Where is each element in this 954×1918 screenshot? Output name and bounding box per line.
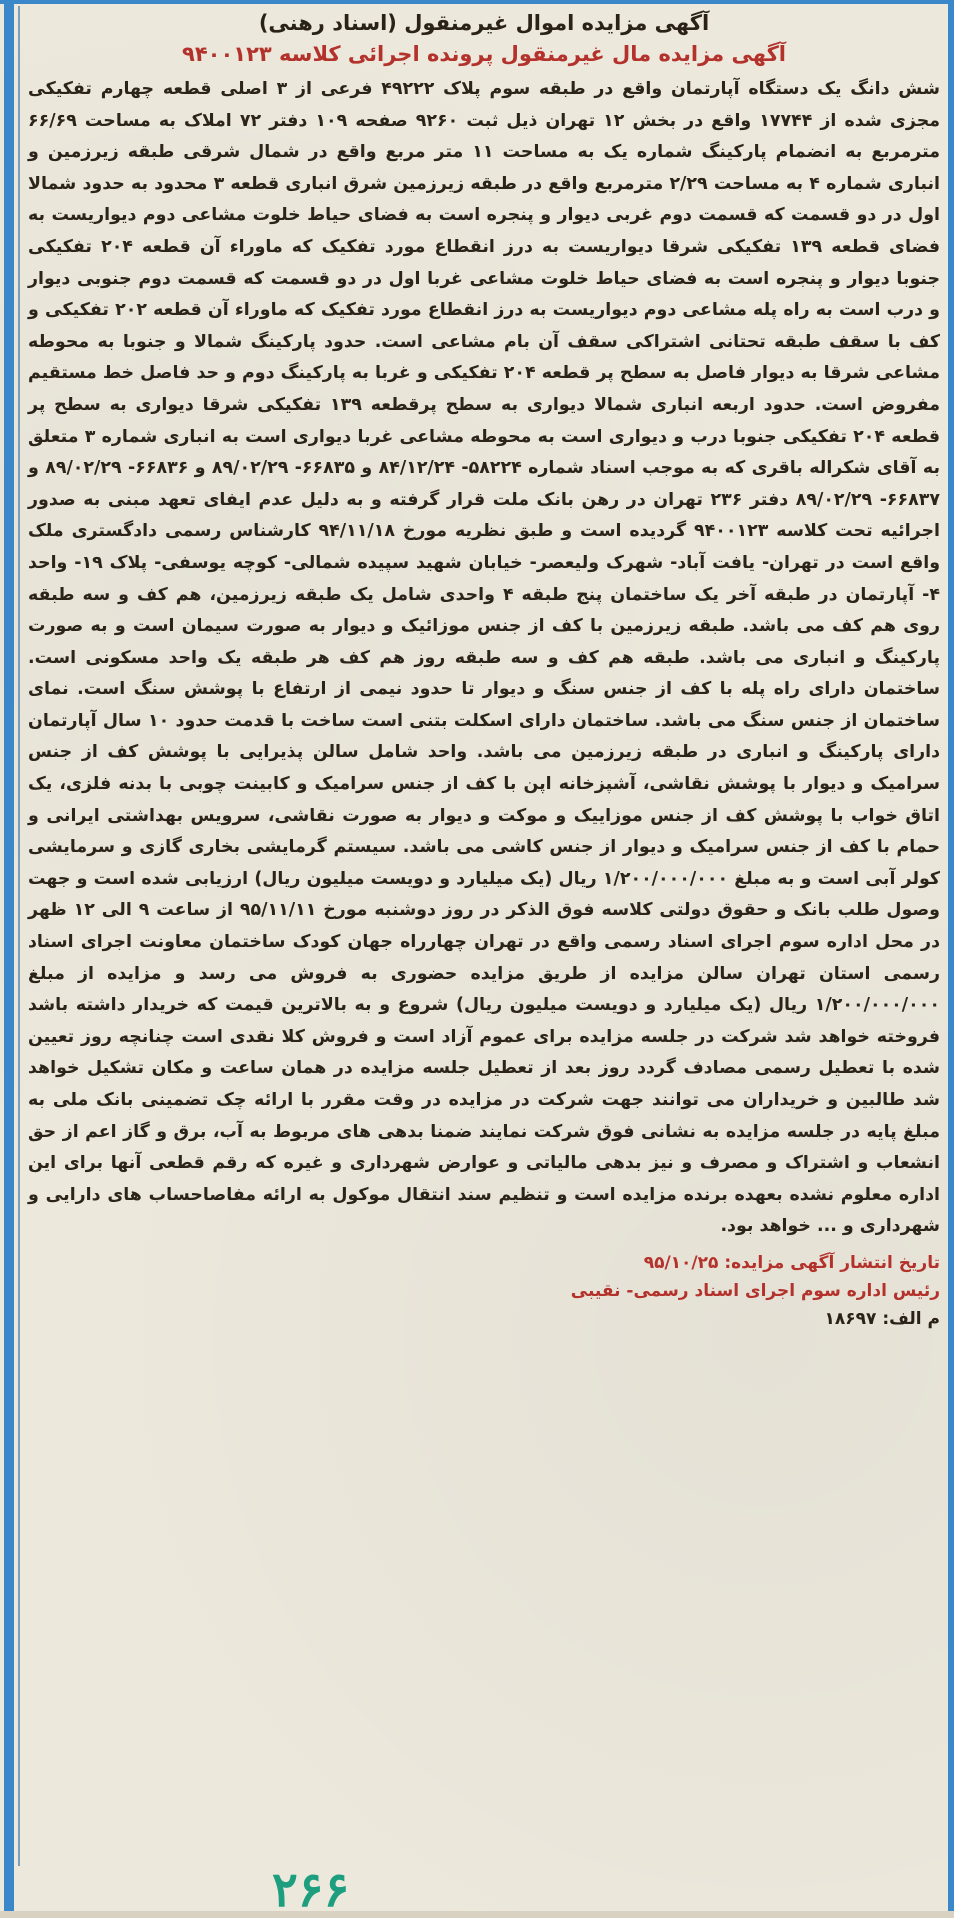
frame-border-right: [948, 0, 954, 1911]
handwritten-number: ۲۶۶: [272, 1862, 350, 1918]
frame-border-top: [0, 0, 954, 4]
frame-border-left: [4, 0, 14, 1911]
notice-body: شش دانگ یک دستگاه آپارتمان واقع در طبقه سوم پلاک ۴۹۲۲۲ فرعی از ۳ اصلی قطعه چهارم تفکیکی مجزی شده از ۱۷۷۴۴ واقع در بخش ۱۲ تهران ذیل ثبت ۹۲۶۰ صفحه ۱۰۹ دفتر ۷۲ املاک به مساحت ۶۶/۶۹ مترمربع به انضمام پارکینگ شماره یک به مساحت ۱۱ متر مربع واقع در شمال شرقی طبقه زیرزمین و انباری شماره ۴ به مساحت ۲/۲۹ مترمربع واقع در طبقه زیرزمین شرق انباری قطعه ۳ محدود به حدود شمالا اول در دو قسمت که قسمت دوم غربی دیوار و پنجره است به فضای حیاط خلوت مشاعی دوم دیواریست به فضای قطعه ۱۳۹ تفکیکی شرقا دیواریست به درز انقطاع مورد تفکیک که ماوراء آن قطعه ۲۰۴ تفکیکی جنوبا دیوار و پنجره است به فضای حیاط خلوت مشاعی غربا اول در دو قسمت که قسمت دوم جنوبی دیوار و درب است به راه پله مشاعی دوم دیواریست به درز انقطاع مورد تفکیک که ماوراء آن قطعه ۲۰۲ تفکیکی و کف با سقف طبقه تحتانی اشتراکی سقف آن بام مشاعی است. حدود پارکینگ شمالا و جنوبا به محوطه مشاعی شرقا به دیوار فاصل به سطح پر قطعه ۲۰۴ تفکیکی و غربا به پارکینگ دوم و حد فاصل خط مستقیم مفروض است. حدود اربعه انباری شمالا دیواری به سطح پرقطعه ۱۳۹ تفکیکی شرقا دیواری به سطح پر قطعه ۲۰۴ تفکیکی جنوبا درب و دیواری است به محوطه مشاعی غربا دیواری است به انباری شماره ۳ متعلق به آقای شکراله باقری که به موجب اسناد شماره ۵۸۲۲۴- ۸۴/۱۲/۲۴ و ۶۶۸۳۵- ۸۹/۰۲/۲۹ و ۶۶۸۳۶- ۸۹/۰۲/۲۹ و ۶۶۸۳۷- ۸۹/۰۲/۲۹ دفتر ۲۳۶ تهران در رهن بانک ملت قرار گرفته و به دلیل عدم ایفای تعهد مبنی به صدور اجرائیه تحت کلاسه ۹۴۰۰۱۲۳ گردیده است و طبق نظریه مورخ ۹۴/۱۱/۱۸ کارشناس رسمی دادگستری ملک واقع است در تهران- یافت آباد- شهرک ولیعصر- خیابان شهید سپیده شمالی- کوچه یوسفی- پلاک ۱۹- واحد ۴- آپارتمان در طبقه آخر یک ساختمان پنج طبقه ۴ واحدی شامل یک طبقه زیرزمین، هم کف و سه طبقه روی هم کف می باشد. طبقه زیرزمین با کف از جنس موزائیک و دیوار به صورت سیمان است و به صورت پارکینگ و انباری می باشد. طبقه هم کف و سه طبقه روز هم کف هر طبقه یک واحد مسکونی است. ساختمان دارای راه پله با کف از جنس سنگ و دیوار تا حدود نیمی از ارتفاع با پوشش سنگ است. نمای ساختمان از جنس سنگ می باشد. ساختمان دارای اسکلت بتنی است ساخت با قدمت حدود ۱۰ سال آپارتمان دارای پارکینگ و انباری در طبقه زیرزمین می باشد. واحد شامل سالن پذیرایی با پوشش کف از جنس سرامیک و دیوار با پوشش نقاشی، آشپزخانه اپن با کف از جنس سرامیک و کابینت چوبی با بدنه فلزی، یک اتاق خواب با پوشش کف از جنس موزاییک و موکت و دیوار به صورت نقاشی، سرویس بهداشتی ایرانی و حمام با کف از جنس سرامیک و دیوار از جنس کاشی می باشد. سیستم گرمایشی بخاری گازی و سرمایشی کولر آبی است و به مبلغ ۱/۲۰۰/۰۰۰/۰۰۰ ریال (یک میلیارد و دویست میلیون ریال) ارزیابی شده است و جهت وصول طلب بانک و حقوق دولتی کلاسه فوق الذکر در روز دوشنبه مورخ ۹۵/۱۱/۱۱ از ساعت ۹ الی ۱۲ ظهر در محل اداره سوم اجرای اسناد رسمی واقع در تهران چهارراه جهان کودک ساختمان معاونت اجرای اسناد رسمی استان تهران سالن مزایده از طریق مزایده حضوری به فروش می رسد و مزایده از مبلغ ۱/۲۰۰/۰۰۰/۰۰۰ ریال (یک میلیارد و دویست میلیون ریال) شروع و به بالاترین قیمت که خریدار داشته باشد فروخته خواهد شد شرکت در جلسه مزایده برای عموم آزاد است و فروش کلا نقدی است چنانچه روز تعیین شده با تعطیل رسمی مصادف گردد روز بعد از تعطیل جلسه مزایده در همان ساعت و مکان تشکیل خواهد شد طالبین و خریداران می توانند جهت شرکت در مزایده در وقت مقرر با ارائه چک تضمینی بانک ملی به مبلغ پایه در جلسه مزایده به نشانی فوق شرکت نمایند ضمنا بدهی های مربوط به آب، برق و گاز اعم از حق انشعاب و اشتراک و مصرف و نیز بدهی مالیاتی و عوارض شهرداری و غیره که رقم قطعی آنها برای این اداره معلوم نشده بعهده برنده مزایده است و تنظیم سند انتقال موکول به ارائه مفاصاحساب های دارایی و شهرداری و ... خواهد بود.: [28, 79, 941, 1237]
reference-code: م الف: ۱۸۶۹۷: [824, 1308, 940, 1329]
notice-footer: [28, 1249, 940, 1333]
publish-date: تاریخ انتشار آگهی مزایده: ۹۵/۱۰/۲۵: [643, 1252, 940, 1273]
notice-subtitle: آگهی مزایده مال غیرمنقول پرونده اجرائی کلاسه ۹۴۰۰۱۲۳: [182, 42, 786, 66]
frame-inner-line: [18, 6, 20, 1866]
notice-title: آگهی مزایده اموال غیرمنقول (اسناد رهنی): [258, 11, 710, 35]
signature: رئیس اداره سوم اجرای اسناد رسمی- نقیبی: [570, 1280, 940, 1301]
notice-content: [28, 8, 940, 1333]
